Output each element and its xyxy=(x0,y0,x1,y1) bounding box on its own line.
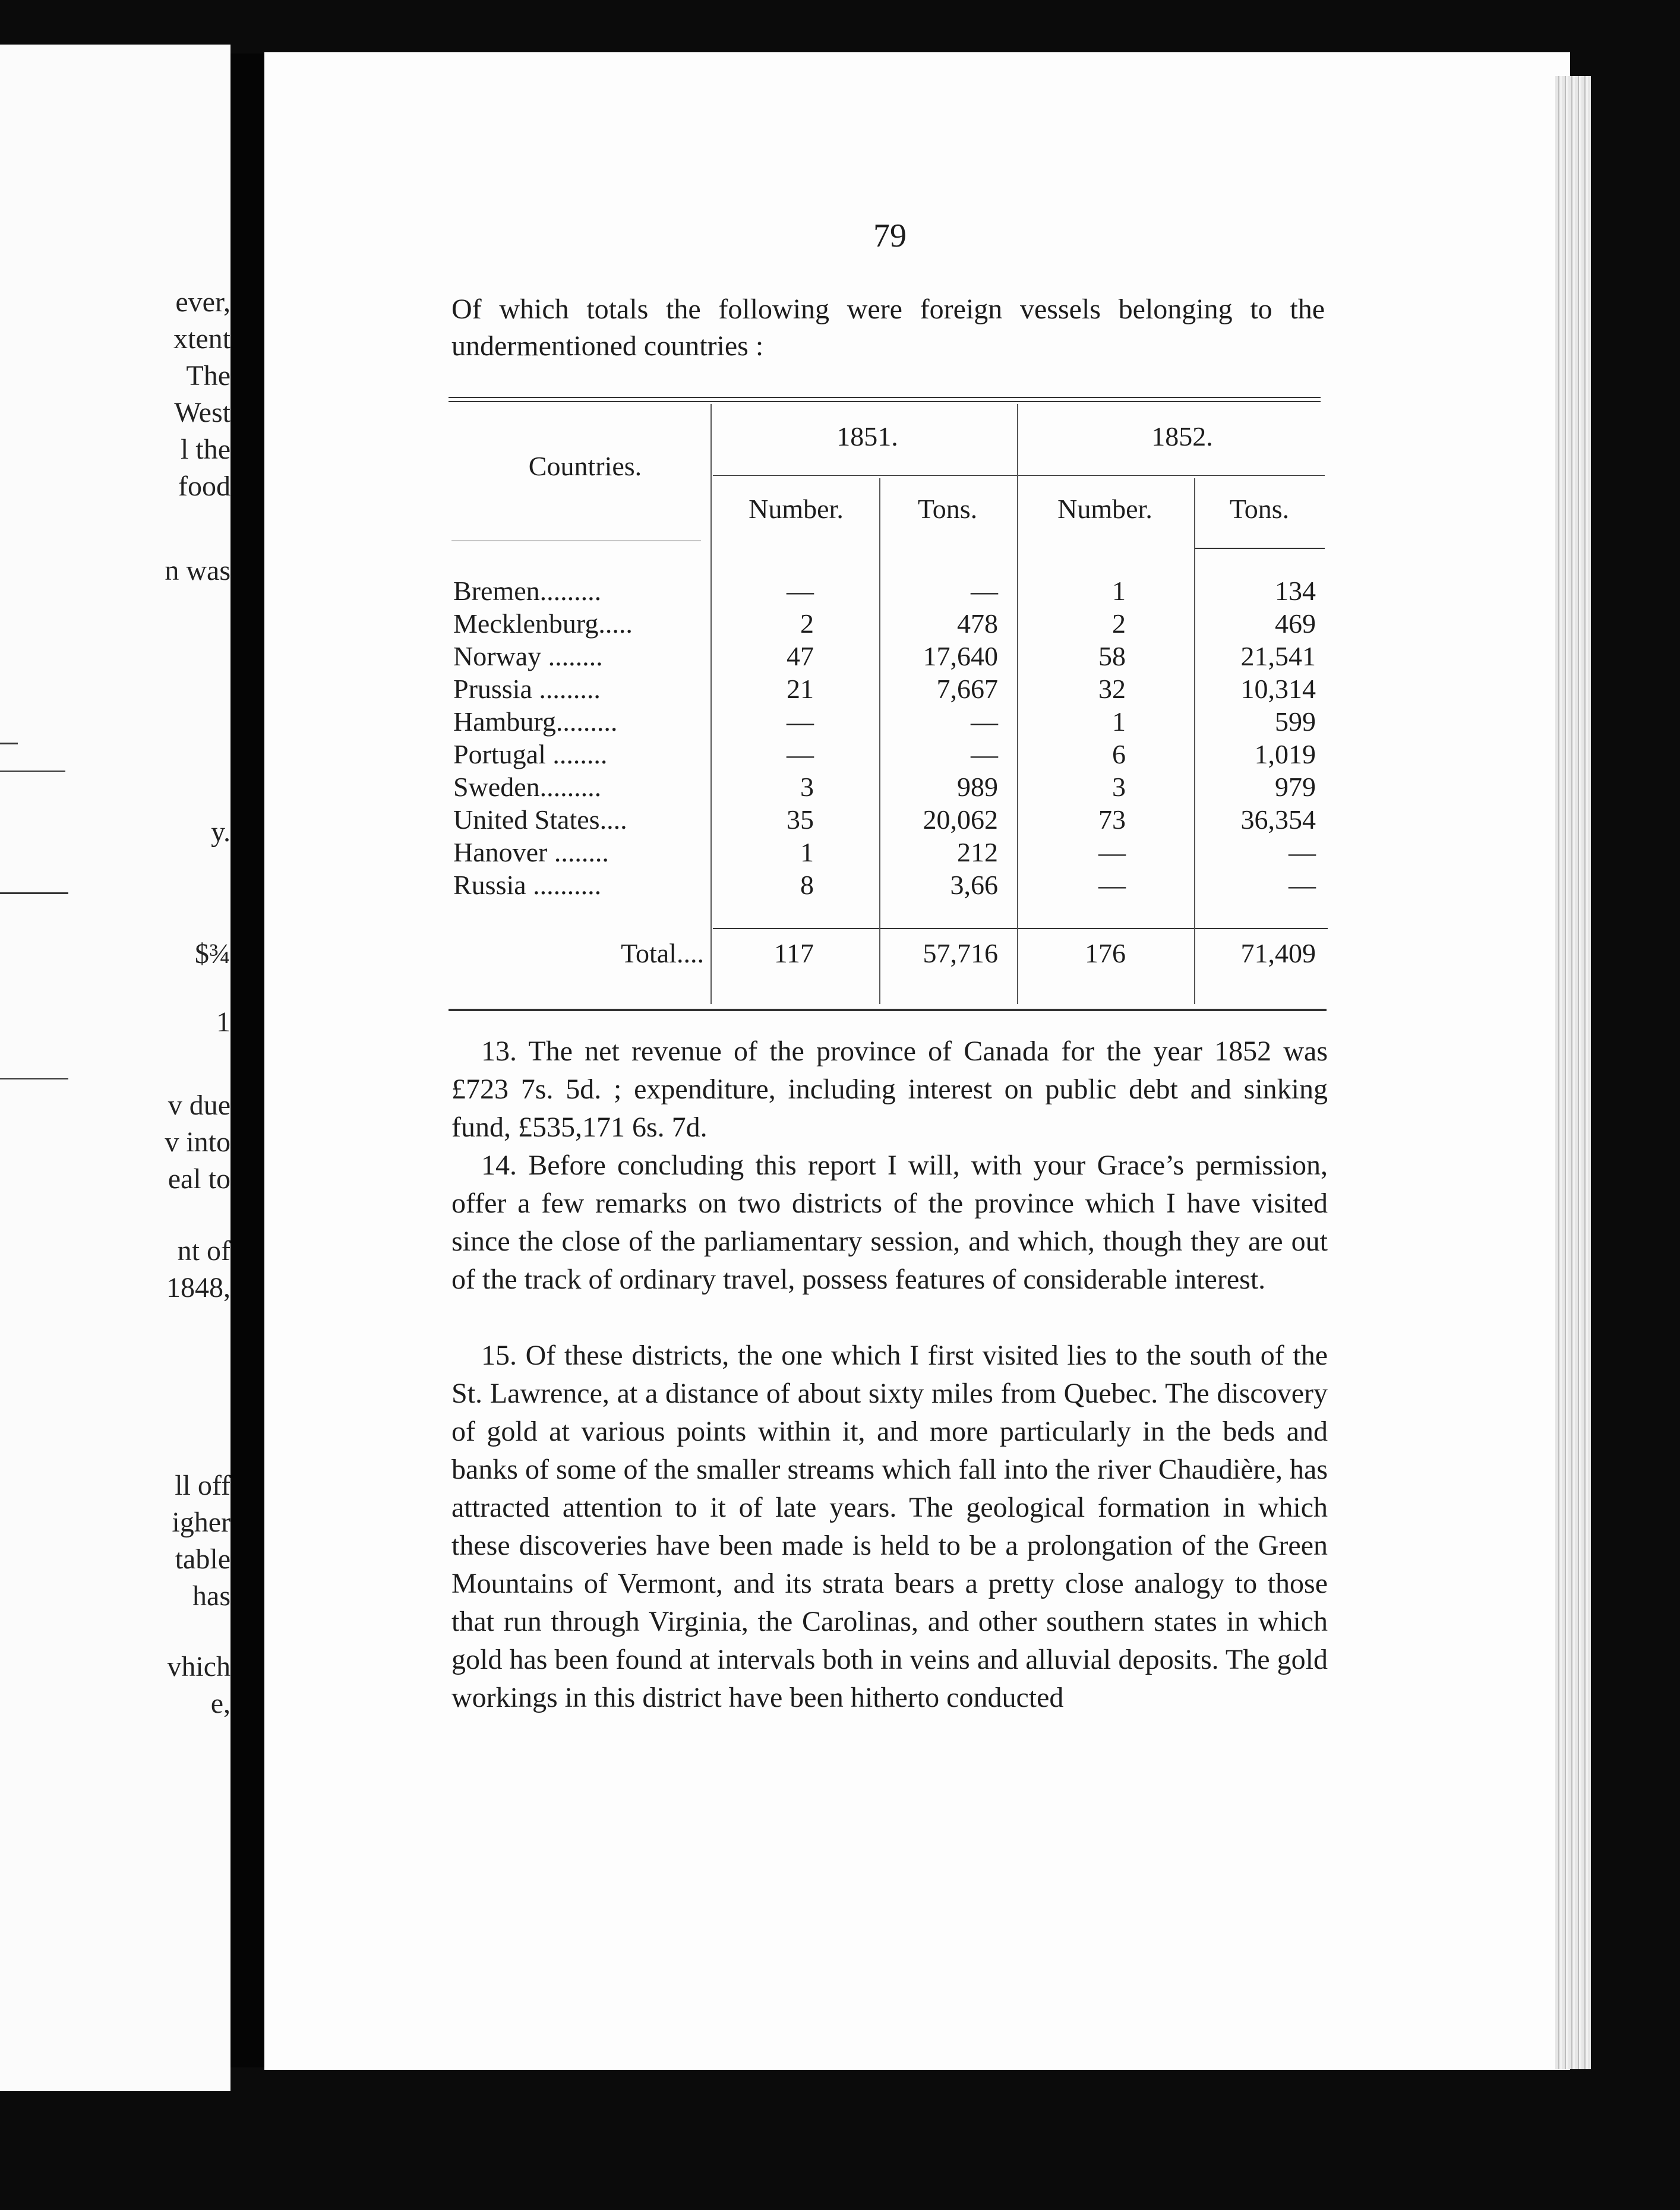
number-1851: 47 xyxy=(787,641,814,671)
country-name: Hanover ........ xyxy=(453,837,609,867)
left-line: e, xyxy=(210,1688,230,1719)
tons-1852: 36,354 xyxy=(1240,804,1316,835)
year-header-1852: 1852. xyxy=(1151,421,1213,452)
table-top-rule xyxy=(449,401,1321,402)
paragraph-13 xyxy=(451,1033,1328,1147)
paragraph-15 xyxy=(451,1337,1328,1717)
left-line: West xyxy=(174,397,230,428)
tons-1852: 10,314 xyxy=(1240,674,1316,704)
left-line: vhich xyxy=(167,1651,230,1682)
tons-1851: 212 xyxy=(957,837,998,867)
left-line: n was xyxy=(165,555,230,586)
left-rule xyxy=(0,743,18,744)
column-header: Tons. xyxy=(1229,494,1290,524)
left-line: 1 xyxy=(216,1006,230,1038)
column-divider xyxy=(710,404,712,1004)
left-rule xyxy=(0,771,65,772)
country-name: Prussia ......... xyxy=(453,674,601,704)
number-1852: 58 xyxy=(1098,641,1126,671)
tons-1852: 1,019 xyxy=(1254,739,1316,769)
left-line: has xyxy=(192,1580,230,1612)
left-line: The xyxy=(186,360,230,392)
column-divider xyxy=(1017,404,1018,1004)
country-name: Mecklenburg..... xyxy=(453,608,633,639)
country-name: Bremen......... xyxy=(453,576,602,606)
country-name: Russia .......... xyxy=(453,870,602,900)
number-1852: 3 xyxy=(1112,772,1126,802)
left-line: eal to xyxy=(168,1163,230,1195)
number-1851: 8 xyxy=(800,870,814,900)
tons-1851: — xyxy=(971,576,998,606)
number-1852: 1 xyxy=(1112,576,1126,606)
countries-header: Countries. xyxy=(528,451,642,481)
header-underline xyxy=(1194,548,1325,549)
page-edge-stack xyxy=(1555,76,1591,2069)
table-top-rule xyxy=(449,397,1321,398)
paragraph-text: 14. Before concluding this report I will, with your Grace’s permission, offer a few remarks on two districts of the province which I have visited since the close of the parliamentary session, and which, though they are out of the track of ordinary travel, possess features of considerable interest. xyxy=(451,1150,1328,1295)
left-line: $¾ xyxy=(195,938,230,970)
left-line: xtent xyxy=(173,323,230,355)
number-1852: 6 xyxy=(1112,739,1126,769)
number-1852: 32 xyxy=(1098,674,1126,704)
number-1852: 1 xyxy=(1112,706,1126,737)
intro-text: Of which totals the following were foreign vessels belonging to the undermentioned countries : xyxy=(451,293,1325,362)
country-name: Portugal ........ xyxy=(453,739,608,769)
left-line: ll off xyxy=(175,1470,230,1501)
column-header: Tons. xyxy=(917,494,978,524)
number-1851: — xyxy=(787,706,814,737)
left-line: igher xyxy=(172,1507,230,1538)
left-line: v into xyxy=(165,1126,230,1158)
total-tons-1851: 57,716 xyxy=(923,938,998,968)
number-1852: 73 xyxy=(1098,804,1126,835)
number-1851: 21 xyxy=(787,674,814,704)
left-line: l the xyxy=(181,434,230,465)
column-header: Number. xyxy=(749,494,844,524)
left-rule xyxy=(0,1078,68,1079)
tons-1852: 21,541 xyxy=(1240,641,1316,671)
paragraph-text: 13. The net revenue of the province of Canada for the year 1852 was £723 7s. 5d. ; expenditure, including interest on public debt and sinking fund, £535,171 6s. 7d. xyxy=(451,1035,1328,1143)
column-divider xyxy=(1194,478,1195,1004)
tons-1851: 989 xyxy=(957,772,998,802)
number-1852: — xyxy=(1098,837,1126,867)
number-1851: — xyxy=(787,739,814,769)
year-header-1851: 1851. xyxy=(836,421,898,452)
table-bottom-rule xyxy=(449,1009,1327,1011)
tons-1851: 17,640 xyxy=(923,641,998,671)
number-1851: 3 xyxy=(800,772,814,802)
left-page-fragment xyxy=(0,45,230,2091)
total-number-1851: 117 xyxy=(773,938,814,968)
tons-1851: — xyxy=(971,739,998,769)
left-line: nt of xyxy=(177,1235,230,1267)
column-header: Number. xyxy=(1057,494,1152,524)
country-name: Norway ........ xyxy=(453,641,603,671)
total-rule xyxy=(713,928,1328,929)
tons-1851: 7,667 xyxy=(936,674,998,704)
year-underline xyxy=(713,475,1325,476)
left-rule xyxy=(0,892,68,894)
tons-1852: 979 xyxy=(1275,772,1316,802)
number-1852: 2 xyxy=(1112,608,1126,639)
tons-1851: 3,66 xyxy=(950,870,998,900)
total-label: Total.... xyxy=(621,938,704,968)
total-tons-1852: 71,409 xyxy=(1240,938,1316,968)
number-1851: 2 xyxy=(800,608,814,639)
column-divider xyxy=(879,478,880,1004)
tons-1852: 469 xyxy=(1275,608,1316,639)
country-name: United States.... xyxy=(453,804,627,835)
paragraph-14 xyxy=(451,1147,1328,1299)
number-1851: 35 xyxy=(787,804,814,835)
book-gutter xyxy=(230,53,264,2067)
number-1852: — xyxy=(1098,870,1126,900)
left-line: food xyxy=(178,471,230,502)
tons-1852: — xyxy=(1289,870,1316,900)
paragraph-text: 15. Of these districts, the one which I first visited lies to the south of the St. Lawrence, at a distance of about sixty miles from Quebec. The discovery of gold at various points within it, and more particularly in the beds and banks of some of the smaller streams which fall into the river Chaudière, has attracted attention to it of late years. The geological formation in which these discoveries have been made is held to be a prolongation of the Green Mountains of Vermont, and its strata bears a pretty close analogy to those that run through Virginia, the Carolinas, and other southern states in which gold has been found at intervals both in veins and alluvial deposits. The gold workings in this district have been hitherto conducted xyxy=(451,1340,1328,1713)
number-1851: — xyxy=(787,576,814,606)
tons-1852: 599 xyxy=(1275,706,1316,737)
left-line: 1848, xyxy=(166,1272,230,1303)
country-name: Sweden......... xyxy=(453,772,602,802)
tons-1851: 20,062 xyxy=(923,804,998,835)
total-number-1852: 176 xyxy=(1085,938,1126,968)
country-name: Hamburg......... xyxy=(453,706,618,737)
left-line: v due xyxy=(168,1090,230,1121)
number-1851: 1 xyxy=(800,837,814,867)
tons-1852: — xyxy=(1289,837,1316,867)
page-number: 79 xyxy=(873,217,907,254)
left-line: y. xyxy=(211,816,230,848)
tons-1851: 478 xyxy=(957,608,998,639)
tons-1852: 134 xyxy=(1275,576,1316,606)
tons-1851: — xyxy=(971,706,998,737)
left-line: ever, xyxy=(175,286,230,318)
left-line: table xyxy=(175,1543,230,1575)
